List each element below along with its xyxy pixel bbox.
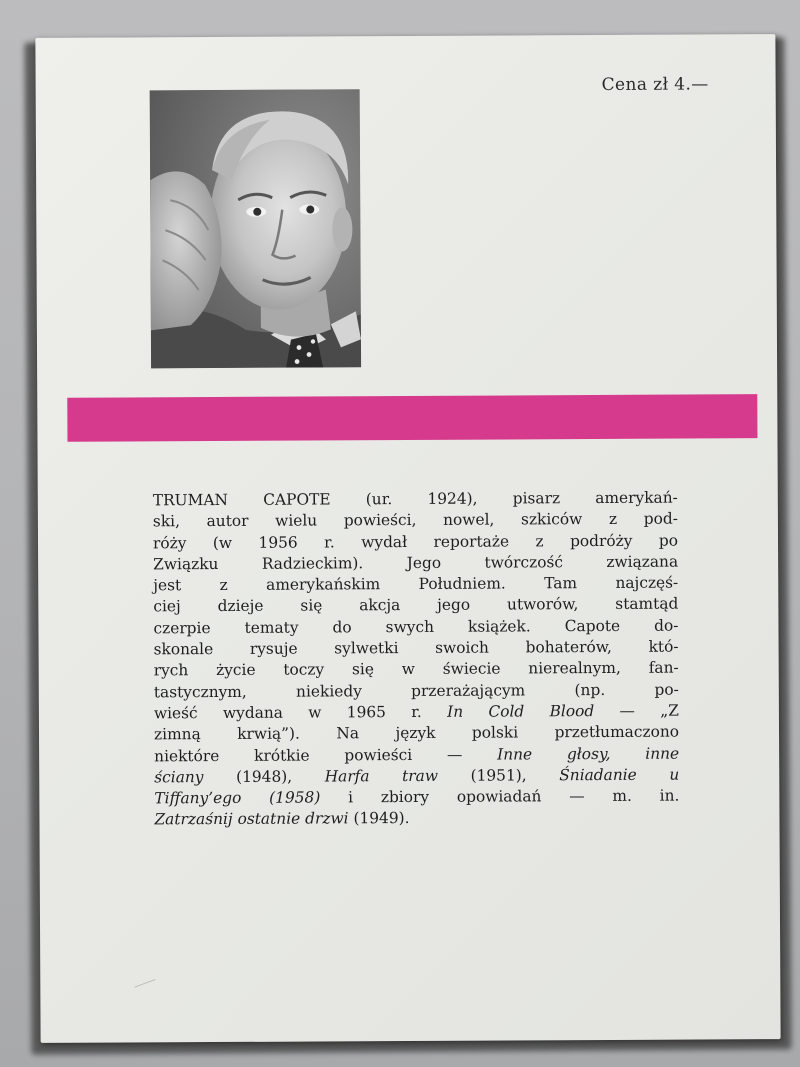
author-portrait-image [150, 89, 361, 368]
bio-text-segment: zimną krwią”). Na język polski przetłumaczono [153, 722, 680, 744]
bio-text-segment: wieść wydana w 1965 r. [153, 702, 448, 723]
bio-text-segment: — „Z [594, 701, 679, 720]
bio-text-segment: (1949). [348, 809, 410, 828]
book-back-cover [35, 34, 780, 1043]
bio-line [154, 786, 679, 810]
bio-line [154, 658, 679, 682]
bio-text-segment: czerpie tematy do swych książek. Capote do- [153, 616, 679, 638]
bio-text-segment: TRUMAN CAPOTE (ur. 1924), pisarz amerykań- [152, 488, 678, 510]
author-photo [150, 89, 361, 368]
bio-title-text: Tiffany’ego (1958) [154, 788, 321, 808]
bio-line [153, 594, 678, 618]
bio-text-segment: Związku Radzieckim). Jego twórczość związana [153, 552, 679, 574]
bio-title-text: Harfa traw [324, 766, 439, 786]
bio-text-segment: niektóre krótkie powieści — [154, 745, 498, 765]
price-label: Cena zł 4.— [601, 74, 709, 95]
bio-text-segment: (1951), [437, 766, 560, 785]
bio-title-text: In Cold Blood [447, 701, 595, 721]
bio-text-segment: skonale rysuje sylwetki swoich bohaterów, któ- [153, 637, 679, 659]
bio-text-segment: (1948), [203, 767, 325, 786]
bio-line [153, 530, 678, 554]
bio-line [153, 573, 678, 597]
bio-title-text: Śniadanie u [559, 765, 680, 785]
bio-line [154, 637, 679, 661]
author-biography [153, 488, 680, 831]
bio-text-segment: tastycznym, niekiedy przerażającym (np. po- [153, 680, 679, 702]
bio-title-text: Zatrzaśnij ostatnie drzwi [154, 809, 349, 829]
bio-title-text: Inne głosy, inne [497, 744, 680, 764]
bio-text-segment: ciej dzieje się akcja jego utworów, stamtąd [153, 595, 679, 616]
cover-crease [134, 979, 160, 1001]
bio-line [153, 551, 678, 575]
bio-line [153, 488, 678, 512]
bio-text-segment: i zbiory opowiadań — m. in. [320, 786, 680, 807]
bio-text-segment: ski, autor wielu powieści, nowel, szkiców z pod- [152, 509, 678, 531]
bio-title-text: ściany [154, 767, 204, 787]
bio-line [154, 722, 679, 746]
bio-text-segment: róży (w 1956 r. wydał reportaże z podróży po [152, 531, 679, 552]
bio-line [153, 509, 678, 533]
bio-line [154, 679, 679, 703]
bio-line [153, 615, 678, 639]
bio-line [154, 743, 679, 767]
bio-line [154, 701, 679, 725]
magenta-accent-stripe [67, 394, 757, 442]
bio-text-segment: jest z amerykańskim Południem. Tam najczęś- [153, 573, 679, 595]
bio-line [154, 764, 679, 788]
bio-line [154, 807, 679, 831]
bio-text-segment: rych życie toczy się w świecie nierealnym, fan- [153, 658, 679, 680]
